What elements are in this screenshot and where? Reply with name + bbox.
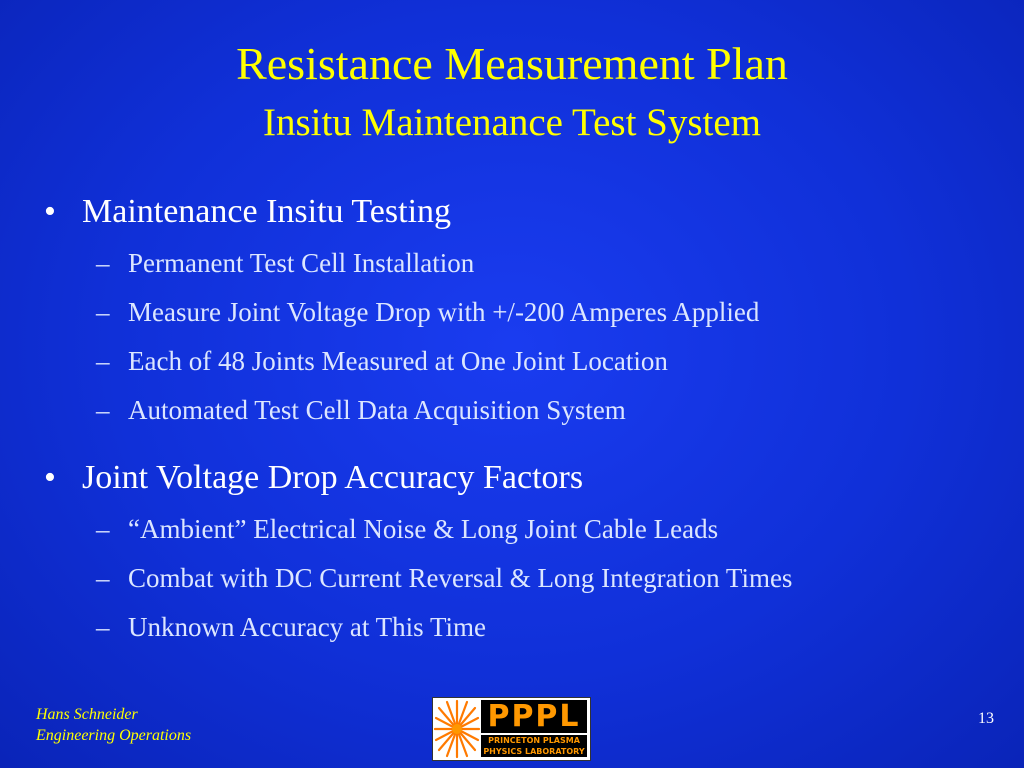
sub-bullet-item xyxy=(96,562,792,594)
sub-bullet-text: Unknown Accuracy at This Time xyxy=(128,612,486,642)
bullet-text: Joint Voltage Drop Accuracy Factors xyxy=(82,459,584,496)
sub-bullet-text: Measure Joint Voltage Drop with +/-200 Amperes Applied xyxy=(128,297,760,327)
sub-bullet-item xyxy=(96,345,668,377)
dash-icon: – xyxy=(96,248,110,278)
footer-author xyxy=(36,704,191,746)
dash-icon: – xyxy=(96,514,110,544)
dash-icon: – xyxy=(96,297,110,327)
dash-icon: – xyxy=(96,563,110,593)
logo-main-text: PPPL xyxy=(481,700,587,733)
sub-bullet-text: Combat with DC Current Reversal & Long Integration Times xyxy=(128,563,793,593)
sub-bullet-item xyxy=(96,611,486,643)
sub-bullet-item xyxy=(96,247,474,279)
sub-bullet-text: “Ambient” Electrical Noise & Long Joint Cable Leads xyxy=(128,514,719,544)
logo-line-2: PHYSICS LABORATORY xyxy=(483,747,585,756)
author-name: Hans Schneider xyxy=(36,706,138,723)
sub-bullet-text: Automated Test Cell Data Acquisition System xyxy=(128,395,626,425)
pppl-logo xyxy=(432,697,591,761)
page-number: 13 xyxy=(978,710,994,727)
sub-bullet-item xyxy=(96,513,718,545)
sub-bullet-item xyxy=(96,296,759,328)
bullet-icon: • xyxy=(44,193,56,230)
dash-icon: – xyxy=(96,612,110,642)
sub-bullet-text: Permanent Test Cell Installation xyxy=(128,248,475,278)
bullet-item xyxy=(44,192,451,232)
bullet-item xyxy=(44,458,583,498)
bullet-icon: • xyxy=(44,459,56,496)
logo-subtext xyxy=(481,735,587,757)
slide-subtitle: Insitu Maintenance Test System xyxy=(262,101,762,144)
sub-bullet-item xyxy=(96,394,626,426)
sub-bullet-text: Each of 48 Joints Measured at One Joint Location xyxy=(128,346,668,376)
slide-title: Resistance Measurement Plan xyxy=(236,38,788,89)
author-department: Engineering Operations xyxy=(36,727,192,744)
dash-icon: – xyxy=(96,346,110,376)
logo-line-1: PRINCETON PLASMA xyxy=(488,736,580,745)
bullet-text: Maintenance Insitu Testing xyxy=(82,193,452,230)
dash-icon: – xyxy=(96,395,110,425)
starburst-icon xyxy=(433,698,481,760)
